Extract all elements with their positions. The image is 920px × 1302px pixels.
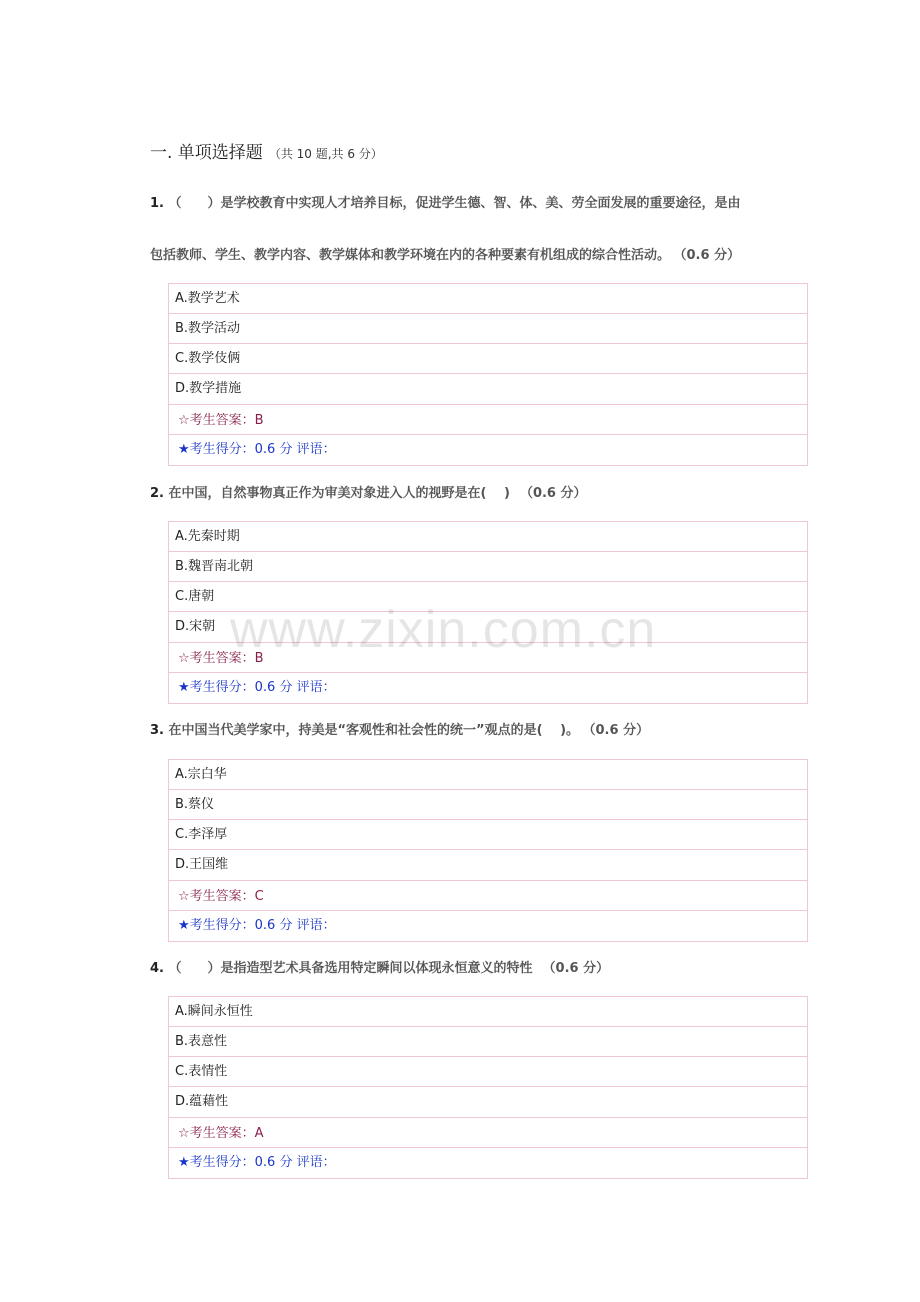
option-c[interactable]: C.表情性: [169, 1057, 807, 1087]
student-score: ★考生得分：0.6 分 评语：: [178, 1155, 336, 1170]
question-2: [150, 484, 790, 504]
student-score: ★考生得分：0.6 分 评语：: [178, 680, 336, 695]
option-b[interactable]: B.教学活动: [169, 314, 807, 344]
option-a[interactable]: A.先秦时期: [169, 522, 807, 552]
section-meta: （共 10 题,共 6 分）: [268, 147, 383, 161]
question-3: [150, 721, 790, 741]
question-text-line1: （ ）是指造型艺术具备选用特定瞬间以体现永恒意义的特性: [168, 961, 533, 976]
option-d[interactable]: D.蕴藉性: [175, 1094, 229, 1109]
question-1: [150, 194, 790, 266]
student-answer: ☆考生答案：B: [169, 404, 807, 435]
section-title-text: 一. 单项选择题: [150, 143, 263, 163]
question-number: 1.: [150, 196, 164, 211]
question-4: [150, 959, 790, 979]
question-score: （0.6 分）: [542, 961, 610, 976]
option-c[interactable]: C.唐朝: [169, 582, 807, 612]
option-c[interactable]: C.李泽厚: [169, 820, 807, 850]
options-box-3: [168, 759, 808, 942]
question-score: （0.6 分）: [519, 486, 587, 501]
option-d[interactable]: D.教学措施: [175, 381, 242, 396]
option-d[interactable]: D.王国维: [175, 857, 229, 872]
option-b[interactable]: B.表意性: [169, 1027, 807, 1057]
question-text-line2: 包括教师、学生、教学内容、教学媒体和教学环境在内的各种要素有机组成的综合性活动。: [150, 248, 671, 263]
question-text-line1: 在中国，自然事物真正作为审美对象进入人的视野是在( ): [168, 486, 510, 501]
option-a[interactable]: A.宗白华: [169, 760, 807, 790]
question-score: （0.6 分）: [680, 248, 741, 263]
question-number: 3.: [150, 723, 164, 738]
option-b[interactable]: B.魏晋南北朝: [169, 552, 807, 582]
question-number: 4.: [150, 961, 164, 976]
option-a[interactable]: A.瞬间永恒性: [169, 997, 807, 1027]
question-number: 2.: [150, 486, 164, 501]
question-score: （0.6 分）: [589, 723, 650, 738]
watermark: www.zixin.com.cn: [230, 601, 657, 659]
question-text-line1: （ ）是学校教育中实现人才培养目标，促进学生德、智、体、美、劳全面发展的重要途径，是由: [168, 196, 741, 211]
student-score: ★考生得分：0.6 分 评语：: [178, 442, 336, 457]
question-text-line1: 在中国当代美学家中，持美是“客观性和社会性的统一”观点的是( )。: [168, 723, 580, 738]
options-box-1: [168, 283, 808, 466]
student-score: ★考生得分：0.6 分 评语：: [178, 918, 336, 933]
option-d[interactable]: D.宋朝: [175, 619, 216, 634]
option-a[interactable]: A.教学艺术: [169, 284, 807, 314]
student-answer: ☆考生答案：B: [169, 642, 807, 673]
student-answer: ☆考生答案：C: [169, 880, 807, 911]
option-c[interactable]: C.教学伎俩: [169, 344, 807, 374]
section-title: [150, 138, 383, 163]
options-box-4: [168, 996, 808, 1179]
student-answer: ☆考生答案：A: [169, 1117, 807, 1148]
option-b[interactable]: B.蔡仪: [169, 790, 807, 820]
